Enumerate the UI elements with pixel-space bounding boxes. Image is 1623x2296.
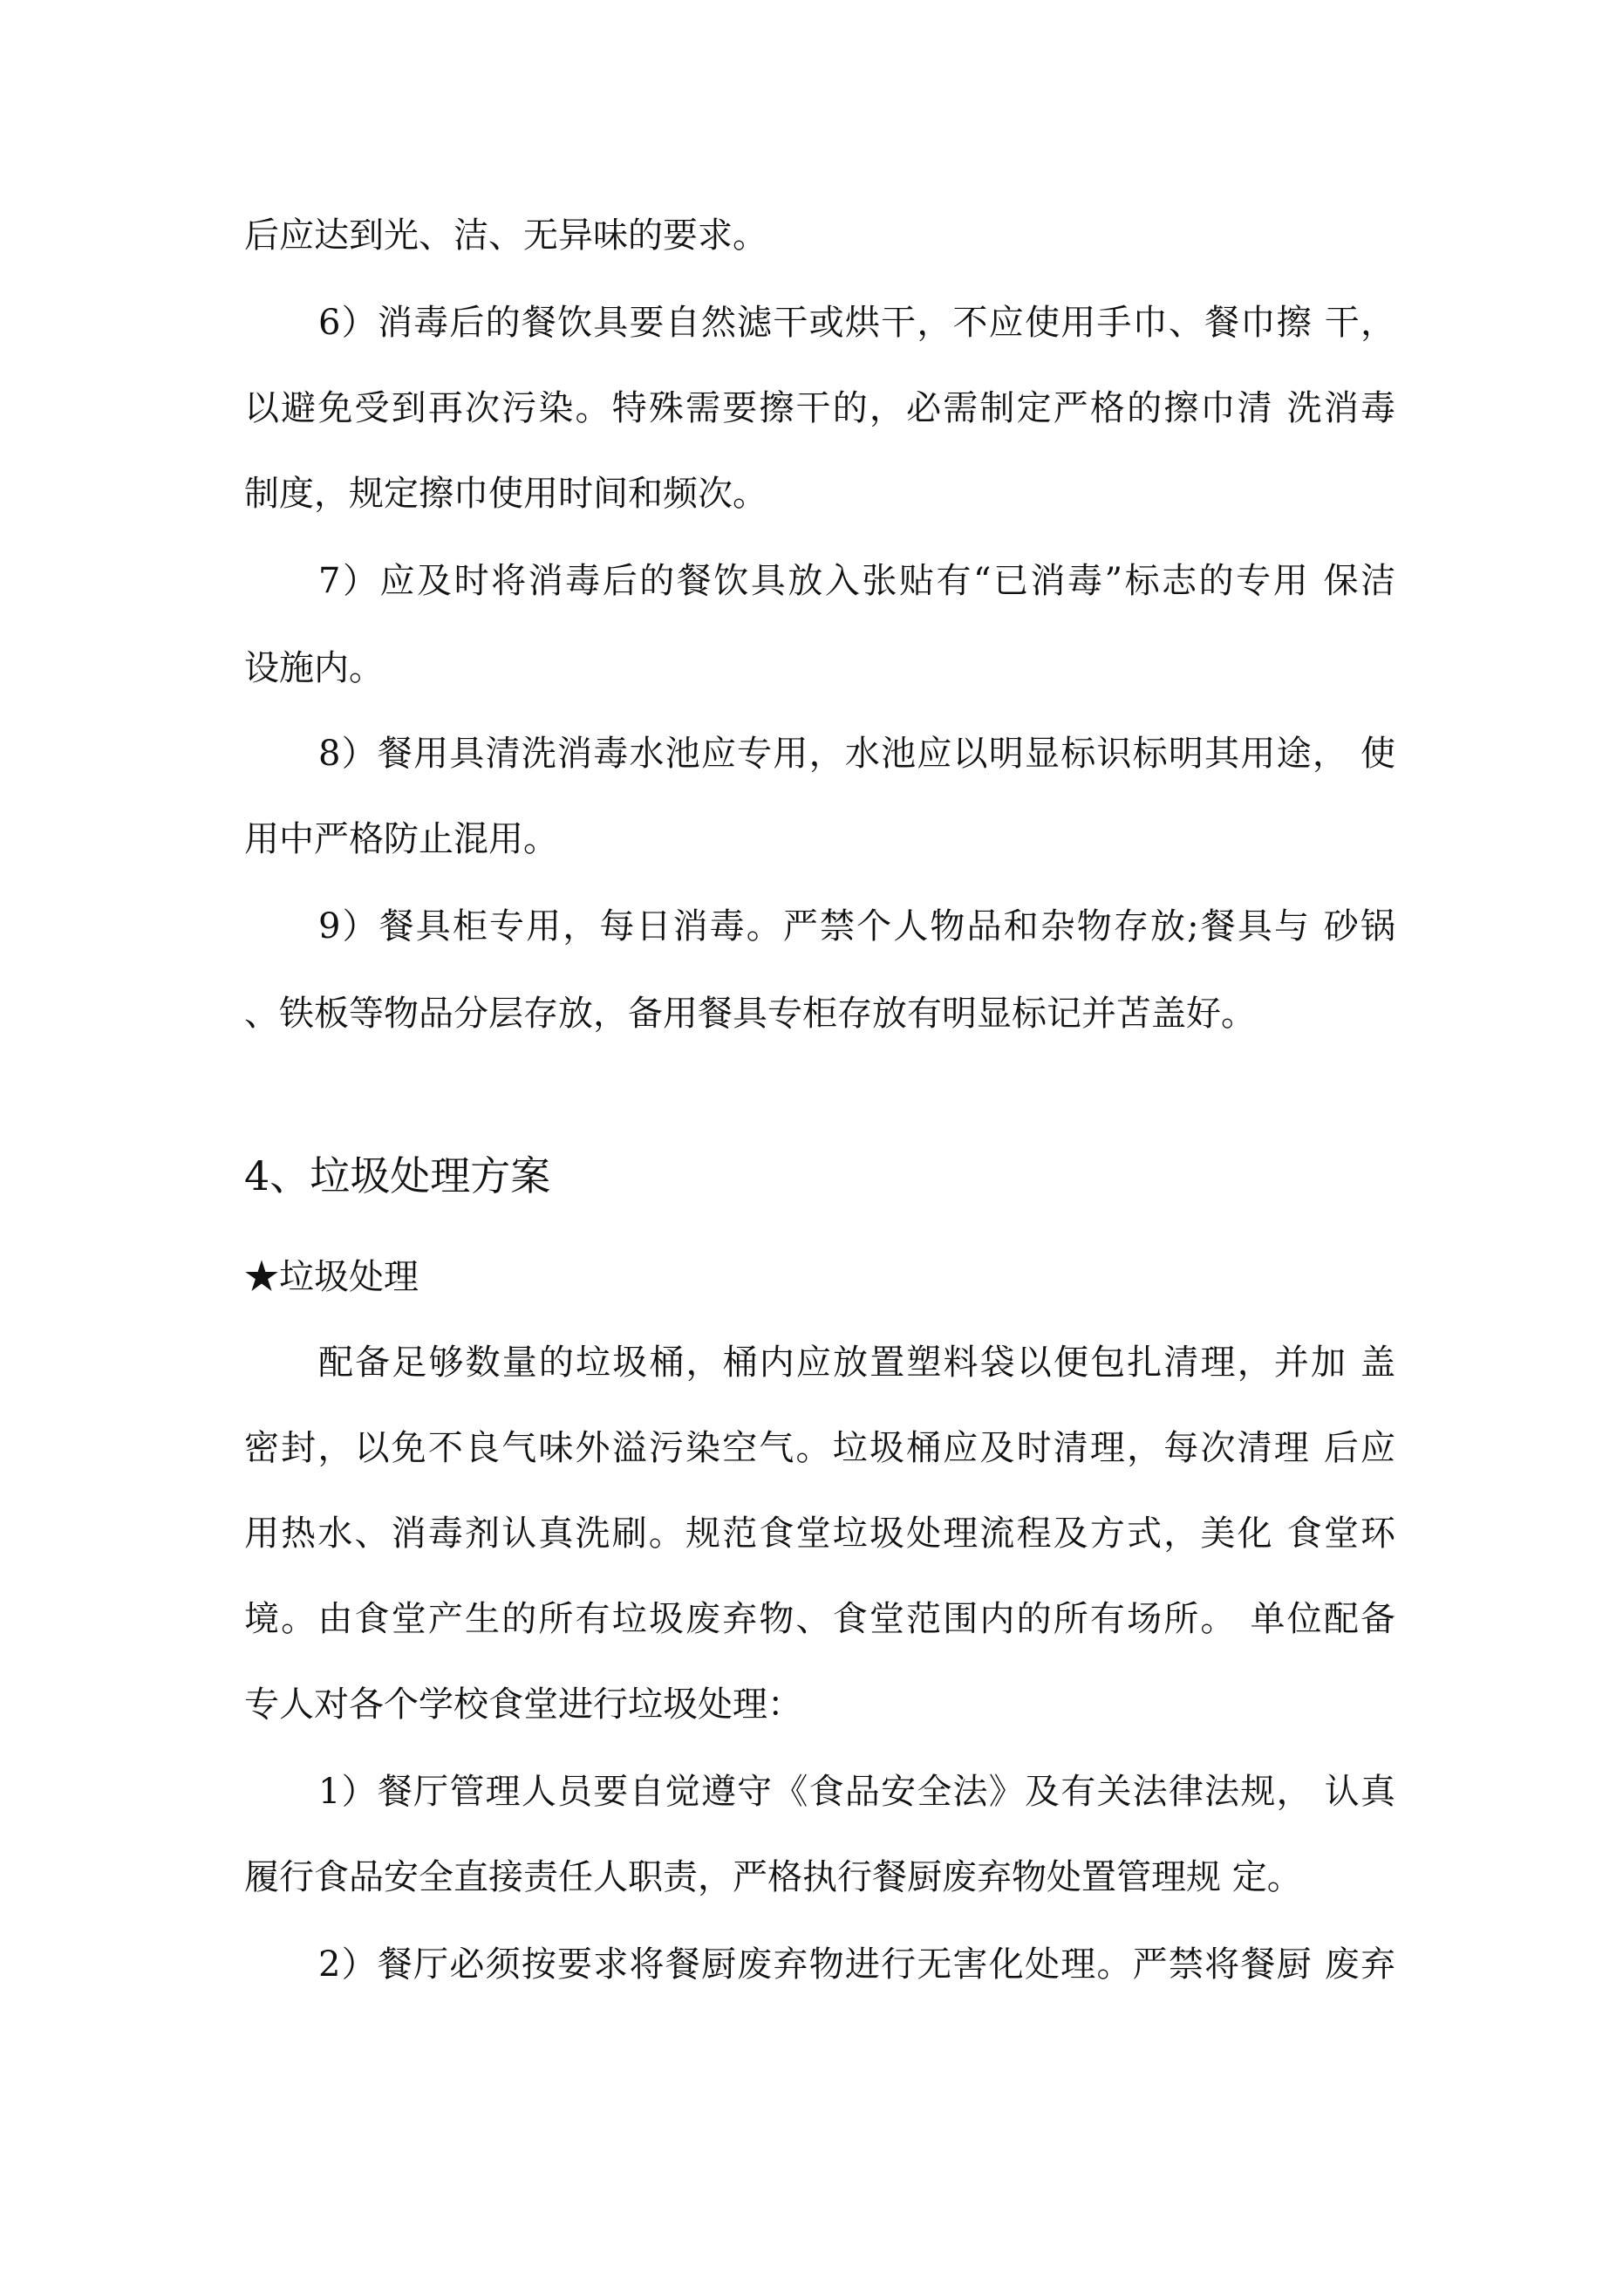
section-heading: 4、垃圾处理方案 (244, 1152, 551, 1199)
body-line: 履行食品安全直接责任人职责，严格执行餐厨废弃物处置管理规 定。 (244, 1857, 1302, 1897)
body-line: 6）消毒后的餐饮具要自然滤干或烘干，不应使用手巾、餐巾擦 干， (318, 303, 1395, 343)
body-line: 后应达到光、洁、无异味的要求。 (244, 215, 767, 256)
body-line: 用热水、消毒剂认真洗刷。规范食堂垃圾处理流程及方式，美化 食堂环 (244, 1514, 1395, 1554)
body-line: 9）餐具柜专用，每日消毒。严禁个人物品和杂物存放;餐具与 砂锅 (318, 906, 1395, 946)
body-line: 7）应及时将消毒后的餐饮具放入张贴有“已消毒”标志的专用 保洁 (318, 561, 1395, 601)
body-line: 以避免受到再次污染。特殊需要擦干的，必需制定严格的擦巾清 洗消毒 (244, 388, 1395, 428)
body-line: 制度，规定擦巾使用时间和频次。 (244, 474, 767, 514)
subheading: ★垃圾处理 (244, 1257, 419, 1297)
body-line: 、铁板等物品分层存放，备用餐具专柜存放有明显标记并苫盖好。 (244, 994, 1256, 1034)
body-line: 专人对各个学校食堂进行垃圾处理： (244, 1684, 802, 1725)
body-line: 境。由食堂产生的所有垃圾废弃物、食堂范围内的所有场所。 单位配备 (244, 1599, 1395, 1639)
body-line: 设施内。 (244, 648, 384, 688)
body-line: 配备足够数量的垃圾桶，桶内应放置塑料袋以便包扎清理，并加 盖 (318, 1343, 1395, 1383)
body-line: 1）餐厅管理人员要自觉遵守《食品安全法》及有关法律法规， 认真 (318, 1772, 1395, 1812)
body-line: 密封，以免不良气味外溢污染空气。垃圾桶应及时清理，每次清理 后应 (244, 1428, 1395, 1468)
body-line: 用中严格防止混用。 (244, 819, 558, 859)
body-line: 8）餐用具清洗消毒水池应专用，水池应以明显标识标明其用途， 使 (318, 734, 1395, 774)
body-line: 2）餐厅必须按要求将餐厨废弃物进行无害化处理。严禁将餐厨 废弃 (318, 1944, 1395, 1985)
